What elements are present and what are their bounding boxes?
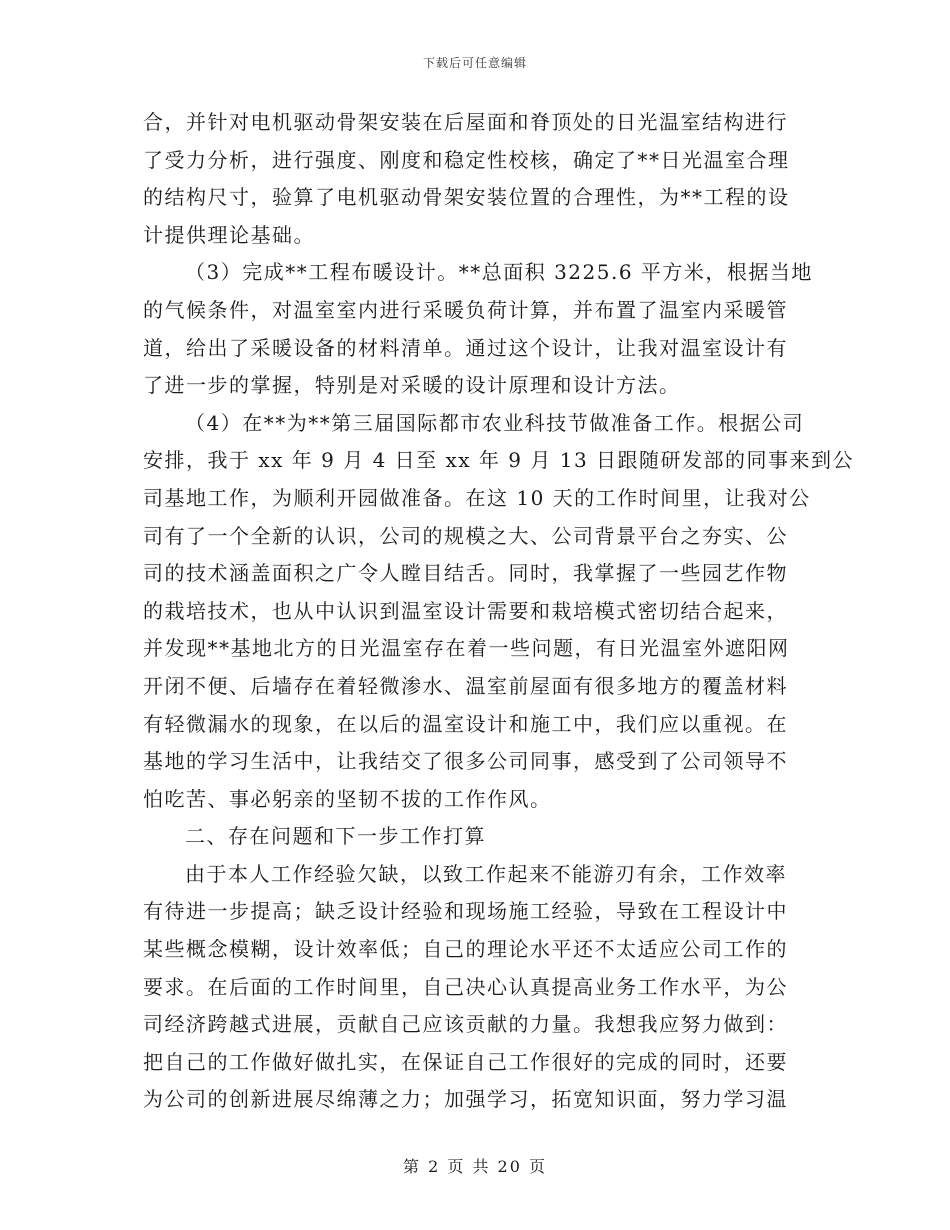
- body-line: 开闭不便、后墙存在着轻微渗水、温室前屋面有很多地方的覆盖材料: [143, 673, 788, 698]
- body-line: 有待进一步提高；缺乏设计经验和现场施工经验，导致在工程设计中: [143, 899, 788, 924]
- body-line: 某些概念模糊，设计效率低；自己的理论水平还不太适应公司工作的: [143, 937, 788, 962]
- body-line: 的结构尺寸，验算了电机驱动骨架安装位置的合理性，为**工程的设: [143, 185, 790, 210]
- body-line: 有轻微漏水的现象，在以后的温室设计和施工中，我们应以重视。在: [143, 711, 788, 736]
- body-line: 为公司的创新进展尽绵薄之力；加强学习，拓宽知识面，努力学习温: [143, 1087, 788, 1112]
- page-header: 下载后可任意编辑: [422, 56, 527, 70]
- body-line: 司经济跨越式进展，贡献自己应该贡献的力量。我想我应努力做到：: [143, 1012, 788, 1037]
- body-line: 把自己的工作做好做扎实，在保证自己工作很好的完成的同时，还要: [143, 1049, 788, 1074]
- body-line: 并发现**基地北方的日光温室存在着一些问题，有日光温室外遮阳网: [143, 636, 790, 661]
- body-line: （3）完成**工程布暖设计。**总面积 3225.6 平方米，根据当地: [185, 260, 813, 285]
- section-heading: 二、存在问题和下一步工作打算: [185, 824, 486, 849]
- body-line: 计提供理论基础。: [143, 222, 315, 247]
- body-line: 了进一步的掌握，特别是对采暖的设计原理和设计方法。: [143, 373, 681, 398]
- body-line: 安排，我于 xx 年 9 月 4 日至 xx 年 9 月 13 日跟随研发部的同事来到公: [143, 448, 855, 473]
- body-line: 合，并针对电机驱动骨架安装在后屋面和脊顶处的日光温室结构进行: [143, 110, 788, 134]
- body-line: 道，给出了采暖设备的材料清单。通过这个设计，让我对温室设计有: [143, 335, 788, 360]
- body-line: （4）在**为**第三届国际都市农业科技节做准备工作。根据公司: [185, 410, 805, 435]
- body-line: 基地的学习生活中，让我结交了很多公司同事，感受到了公司领导不: [143, 749, 788, 774]
- body-line: 司的技术涵盖面积之广令人瞠目结舌。同时，我掌握了一些园艺作物: [143, 561, 788, 586]
- body-line: 了受力分析，进行强度、刚度和稳定性校核，确定了**日光温室合理: [143, 147, 790, 172]
- body-line: 司基地工作，为顺利开园做准备。在这 10 天的工作时间里，让我对公: [143, 485, 811, 510]
- body-line: 的气候条件，对温室室内进行采暖负荷计算，并布置了温室内采暖管: [143, 297, 788, 322]
- body-line: 司有了一个全新的认识，公司的规模之大、公司背景平台之夯实、公: [143, 523, 788, 548]
- document-body: [143, 104, 855, 1119]
- body-line: 由于本人工作经验欠缺，以致工作起来不能游刃有余，工作效率: [185, 861, 787, 886]
- page-number: 第 2 页 共 20 页: [403, 1157, 547, 1176]
- body-line: 怕吃苦、事必躬亲的坚韧不拔的工作作风。: [143, 786, 552, 811]
- body-line: 的栽培技术，也从中认识到温室设计需要和栽培模式密切结合起来，: [143, 598, 788, 623]
- body-line: 要求。在后面的工作时间里，自己决心认真提高业务工作水平，为公: [143, 974, 788, 999]
